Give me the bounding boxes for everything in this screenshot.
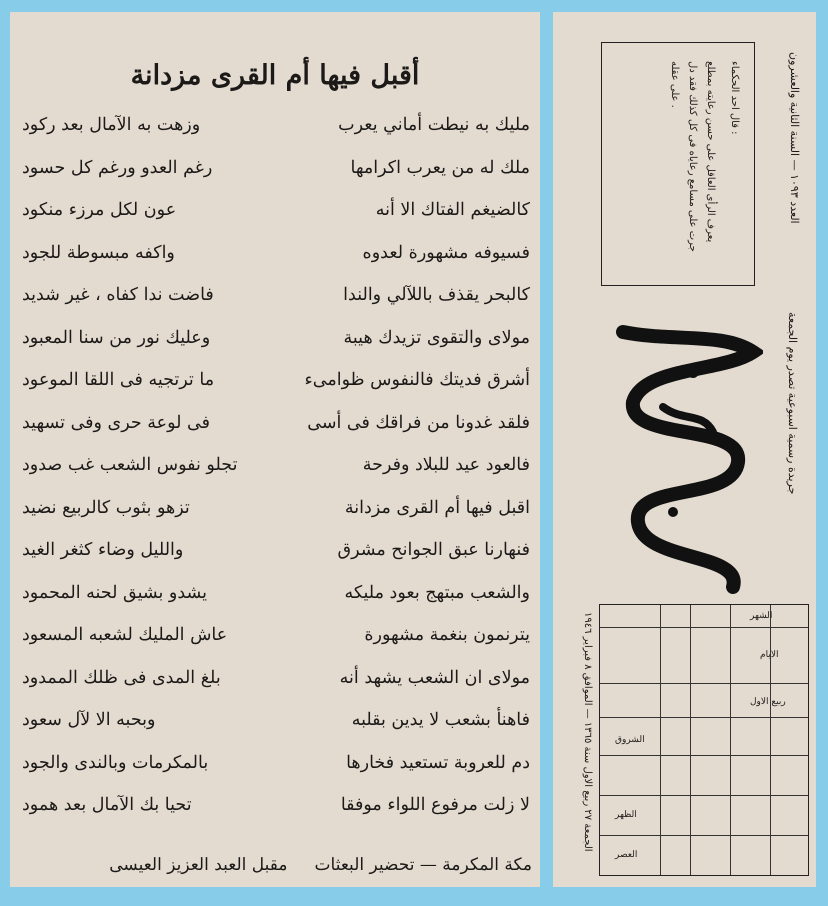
verse-row [22, 406, 530, 444]
verse-first-hemistich: مولاى والتقوى تزيدك هيبة [343, 327, 530, 348]
newspaper-masthead-clipping [553, 12, 816, 887]
quote-box [601, 42, 755, 286]
verse-second-hemistich: رغم العدو ورغم كل حسود [22, 157, 213, 178]
prayer-times-table [599, 604, 809, 876]
verse-row [22, 703, 530, 741]
signature-place: مكة المكرمة — تحضير البعثات [314, 855, 532, 875]
verse-first-hemistich: فالعود عيد للبلاد وفرحة [362, 455, 530, 475]
verse-row [22, 533, 530, 571]
verse-row [22, 363, 530, 401]
poem-title: أقبل فيها أم القرى مزدانة [130, 60, 420, 91]
table-days-label: الايام [760, 650, 779, 660]
signature-name: مقبل العبد العزيز العيسى [109, 855, 288, 875]
table-month-label: ربيع الاول [750, 697, 786, 707]
verse-first-hemistich: يترنمون بنغمة مشهورة [364, 625, 530, 645]
verse-second-hemistich: تجلو نفوس الشعب غب صدود [22, 455, 238, 475]
masthead [603, 312, 763, 602]
verse-second-hemistich: تزهو بثوب كالربيع نضيد [22, 497, 190, 518]
verse-second-hemistich: وزهت به الآمال بعد ركود [22, 115, 201, 135]
verse-row [22, 193, 530, 231]
verse-first-hemistich: مولاى ان الشعب يشهد أنه [339, 667, 530, 688]
verse-row [22, 746, 530, 784]
verse-second-hemistich: فاضت ندا كفاه ، غير شديد [22, 285, 214, 305]
verse-first-hemistich: أشرق فديتك فالنفوس ظوامىء [304, 370, 530, 390]
verse-row [22, 151, 530, 189]
table-sunrise-label: الشروق [615, 735, 645, 745]
verse-row [22, 788, 530, 826]
verse-second-hemistich: عاش المليك لشعبه المسعود [22, 625, 228, 645]
verse-second-hemistich: وعليك نور من سنا المعبود [22, 327, 211, 348]
masthead-subtitle: جريدة رسمية اسبوعية تصدر يوم الجمعة [786, 312, 799, 495]
table-asr-label: العصر [615, 850, 638, 860]
verse-first-hemistich: والشعب مبتهج بعود مليكه [344, 582, 530, 603]
verse-second-hemistich: فى لوعة حرى وفى تسهيد [22, 412, 210, 433]
verse-first-hemistich: فنهارنا عبق الجوانح مشرق [337, 540, 530, 560]
quote-line: يعرف الرأى العاقل على حسن رعايته بمطلع [705, 61, 716, 243]
table-header: الشهر [750, 611, 773, 621]
verse-row [22, 321, 530, 359]
verse-second-hemistich: تحيا بك الآمال بعد همود [22, 795, 192, 815]
poem-clipping [10, 12, 540, 887]
quote-line: قال احد الحكماء : [729, 61, 740, 135]
verse-row [22, 278, 530, 316]
verse-second-hemistich: بالمكرمات وبالندى والجود [22, 752, 209, 773]
verse-row [22, 236, 530, 274]
verse-first-hemistich: فاهنأ بشعب لا يدين بقلبه [351, 710, 530, 730]
quote-line: على عقله . [669, 61, 680, 108]
date-line: الجمعة ٢٧ ربيع الاول سنة ١٣٦٥ — الموافق ٨ فبراير ١٩٤٦ [582, 612, 593, 852]
verse-first-hemistich: فلقد غدونا من فراقك فى أسى [307, 412, 530, 433]
verse-first-hemistich: مليك به نيطت أماني يعرب [338, 115, 530, 135]
verse-row [22, 448, 530, 486]
verse-first-hemistich: كالضيغم الفتاك الا أنه [375, 200, 530, 220]
verse-second-hemistich: وبحبه الا لآل سعود [22, 710, 156, 730]
verse-row [22, 618, 530, 656]
poem-signature [20, 849, 532, 881]
verse-row [22, 576, 530, 614]
verse-row [22, 661, 530, 699]
verse-second-hemistich: بلغ المدى فى ظلك الممدود [22, 667, 221, 688]
verse-first-hemistich: اقبل فيها أم القرى مزدانة [344, 497, 530, 518]
verse-second-hemistich: واكفه مبسوطة للجود [22, 242, 175, 263]
verse-second-hemistich: عون لكل مرزء منكود [22, 200, 177, 220]
quote-line: جرت على مسامع رعاياه فى كل كذلك فقد دل [687, 61, 698, 252]
verse-first-hemistich: دم للعروبة تستعيد فخارها [346, 752, 530, 773]
verse-first-hemistich: ملك له من يعرب اكرامها [350, 157, 530, 178]
verse-first-hemistich: لا زلت مرفوع اللواء موفقا [340, 795, 530, 815]
verse-second-hemistich: يشدو بشيق لحنه المحمود [22, 582, 208, 603]
masthead-calligraphy [603, 312, 763, 602]
verse-second-hemistich: والليل وضاء كثغر الغيد [22, 540, 184, 560]
masthead-title [592, 312, 618, 393]
verse-row [22, 491, 530, 529]
verse-first-hemistich: فسيوفه مشهورة لعدوه [362, 242, 530, 263]
verse-row [22, 108, 530, 146]
table-noon-label: الظهر [615, 810, 637, 820]
issue-line: العدد ١٠٩٣ — السنة الثانية والعشرون [788, 52, 801, 224]
verse-second-hemistich: ما ترتجيه فى اللقا الموعود [22, 370, 215, 390]
verse-first-hemistich: كالبحر يقذف باللآلي والندا [343, 285, 530, 305]
